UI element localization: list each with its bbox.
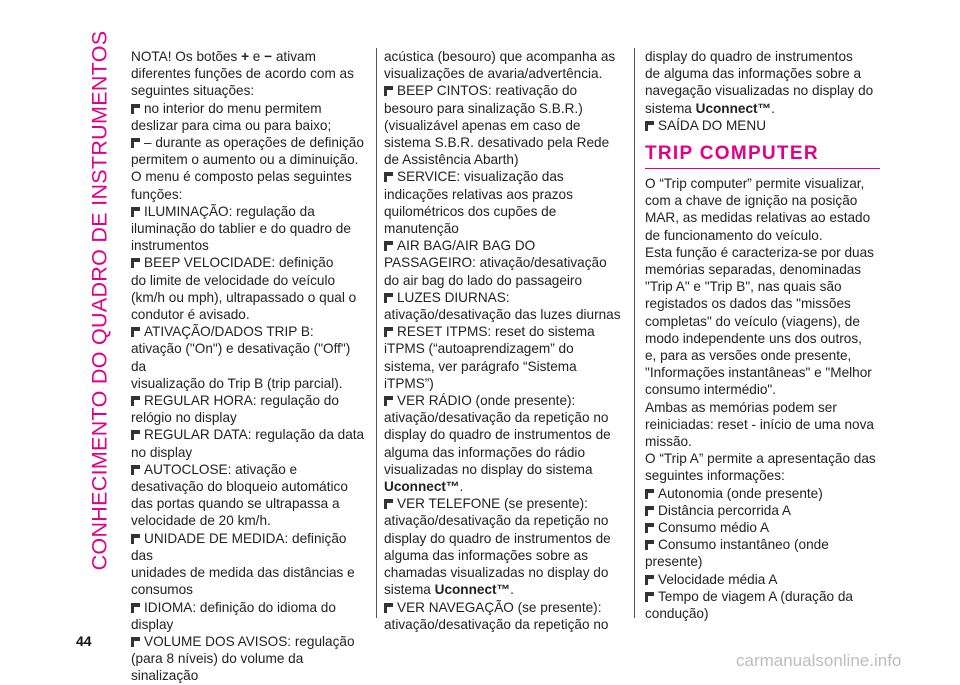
bullet-icon xyxy=(645,540,654,550)
bullet-icon xyxy=(131,207,140,217)
text-line: display do quadro de instrumentos de xyxy=(384,530,611,546)
text-line: no display xyxy=(131,444,193,460)
text-line: completas" do veículo (viagens), de xyxy=(645,313,860,329)
text-line: navegação visualizadas no display do xyxy=(645,83,874,99)
text-line: ativação/desativação da repetição no xyxy=(384,410,609,426)
bullet-icon xyxy=(131,104,140,114)
bullet-icon xyxy=(131,138,140,148)
text-line: REGULAR HORA: regulação do xyxy=(131,392,369,409)
chapter-title-text: CONHECIMENTO DO QUADRO DE INSTRUMENTOS xyxy=(87,30,112,570)
text-line: alguma das informações do rádio xyxy=(384,444,585,460)
column-1 xyxy=(131,48,369,685)
plus-button-glyph: + xyxy=(241,49,250,64)
text-line: desativação do bloqueio automático xyxy=(131,479,348,495)
text-line: com a chave de ignição na posição xyxy=(645,193,858,209)
text-line: acústica (besouro) que acompanha as xyxy=(384,49,616,64)
text-line: ativação/desativação da repetição no xyxy=(384,513,609,529)
brand-line-3: sistema Uconnect™. xyxy=(645,100,775,116)
text-line: consumo intermédio". xyxy=(645,382,777,398)
text-line: presente) xyxy=(645,554,703,570)
text-line: iTPMS”) xyxy=(384,375,434,391)
bullet-icon xyxy=(384,86,393,96)
bullet-icon xyxy=(645,121,654,131)
text-line: condutor é avisado. xyxy=(131,307,250,323)
col2-items xyxy=(384,48,622,478)
text-line: chamadas visualizadas no display do xyxy=(384,565,609,581)
text-line: deslizar para cima ou para baixo; xyxy=(131,117,332,133)
text-line: (para 8 níveis) do volume da sinalização xyxy=(131,651,304,684)
section-title-trip-computer: TRIP COMPUTER xyxy=(645,143,880,169)
bullet-icon xyxy=(131,465,140,475)
uconnect-brand: Uconnect™ xyxy=(384,479,460,495)
text-line: AUTOCLOSE: ativação e xyxy=(131,461,369,478)
col1-lines xyxy=(131,65,369,99)
text-line: relógio no display xyxy=(131,410,237,426)
text-line: LUZES DIURNAS: xyxy=(384,289,622,306)
brand-line-2: sistema Uconnect™. xyxy=(384,582,514,598)
text-line: display do quadro de instrumentos xyxy=(645,49,853,64)
text-line: VOLUME DOS AVISOS: regulação xyxy=(131,633,369,650)
bullet-icon xyxy=(645,489,654,499)
text-line: Ambas as memórias podem ser xyxy=(645,399,837,415)
text-line: reiniciadas: reset - início de uma nova xyxy=(645,416,874,432)
text-line: missão. xyxy=(645,434,692,450)
text-line: registados os dados das "missões xyxy=(645,296,851,312)
text-line: no interior do menu permitem xyxy=(131,100,369,117)
bullet-icon xyxy=(131,534,140,544)
text-line: RESET ITPMS: reset do sistema xyxy=(384,323,622,340)
text-line: unidades de medida das distâncias e xyxy=(131,565,355,581)
text-line: O menu é composto pelas seguintes xyxy=(131,169,352,185)
bullet-icon xyxy=(384,241,393,251)
bullet-icon xyxy=(384,172,393,182)
text-line: visualizadas no display do sistema xyxy=(384,461,593,477)
text-line: iluminação do tablier e do quadro de xyxy=(131,221,351,237)
text-line: besouro para sinalização S.B.R.) xyxy=(384,100,583,116)
text-line: "Informações instantâneas" e "Melhor xyxy=(645,365,872,381)
text-line: display do quadro de instrumentos de xyxy=(384,427,611,443)
text-line: Consumo instantâneo (onde xyxy=(645,536,880,553)
bullet-icon xyxy=(131,396,140,406)
text-line: (visualizável apenas em caso de xyxy=(384,117,581,133)
uconnect-brand: Uconnect™ xyxy=(695,100,772,116)
text-line: VER NAVEGAÇÃO (se presente): xyxy=(384,599,622,616)
bullet-icon xyxy=(384,499,393,509)
text-line: alguma das informações sobre as xyxy=(384,547,589,563)
column-2 xyxy=(384,48,622,633)
text-line: Consumo médio A xyxy=(645,519,880,536)
text-line: e, para as versões onde presente, xyxy=(645,348,852,364)
text-line: consumos xyxy=(131,582,193,598)
text-line: Tempo de viagem A (duração da xyxy=(645,588,880,605)
text-line: SERVICE: visualização das xyxy=(384,168,622,185)
note-line: NOTA! Os botões + e − ativam xyxy=(131,49,316,64)
bullet-icon xyxy=(645,506,654,516)
bullet-icon xyxy=(384,327,393,337)
text-line: Velocidade média A xyxy=(645,571,880,588)
uconnect-brand: Uconnect™ xyxy=(434,582,511,598)
text-line: sistema S.B.R. desativado pela Rede xyxy=(384,135,610,151)
text-line: manutenção xyxy=(384,221,459,237)
text-line: Esta função é caracteriza-se por duas xyxy=(645,244,874,260)
bullet-icon xyxy=(384,603,393,613)
text-line: PASSAGEIRO: ativação/desativação xyxy=(384,255,607,271)
brand-line-1: Uconnect™. xyxy=(384,479,464,495)
bullet-icon xyxy=(131,603,140,613)
bullet-icon xyxy=(131,327,140,337)
bullet-icon xyxy=(645,575,654,585)
text-line: "Trip A" e "Trip B", nas quais são xyxy=(645,279,842,295)
col2-items2 xyxy=(384,495,622,581)
text-line: IDIOMA: definição do idioma do xyxy=(131,599,369,616)
text-line: ATIVAÇÃO/DADOS TRIP B: xyxy=(131,323,369,340)
text-line: BEEP CINTOS: reativação do xyxy=(384,82,622,99)
text-line: do limite de velocidade do veículo xyxy=(131,272,336,288)
text-line: (km/h ou mph), ultrapassado o qual o xyxy=(131,289,357,305)
chapter-side-title xyxy=(80,30,120,570)
bullet-icon xyxy=(384,293,393,303)
text-line: VER RÁDIO (onde presente): xyxy=(384,392,622,409)
text-line: diferentes funções de acordo com as xyxy=(131,66,354,82)
text-line: AIR BAG/AIR BAG DO xyxy=(384,237,622,254)
bullet-icon xyxy=(131,258,140,268)
text-line: velocidade de 20 km/h. xyxy=(131,513,271,529)
text-line: de alguma das informações sobre a xyxy=(645,66,862,82)
text-line: das portas quando se ultrapassa a xyxy=(131,496,340,512)
text-line: REGULAR DATA: regulação da data xyxy=(131,426,369,443)
bullet-icon xyxy=(645,592,654,602)
text-line: de funcionamento do veículo. xyxy=(645,227,823,243)
text-line: O “Trip A” permite a apresentação das xyxy=(645,451,876,467)
text-line: quilométricos dos cupões de xyxy=(384,203,557,219)
text-line: condução) xyxy=(645,606,709,622)
text-line: ILUMINAÇÃO: regulação da xyxy=(131,203,369,220)
col3-items xyxy=(645,48,880,100)
col1-items xyxy=(131,100,369,685)
text-line: BEEP VELOCIDADE: definição xyxy=(131,254,369,271)
text-line: modo independente uns dos outros, xyxy=(645,330,862,346)
minus-button-glyph: − xyxy=(264,49,273,64)
text-line: do air bag do lado do passageiro xyxy=(384,272,583,288)
text-line: instrumentos xyxy=(131,238,209,254)
text-line: display xyxy=(131,616,174,632)
text-line: funções: xyxy=(131,186,183,202)
watermark: carmanualsonline.info xyxy=(736,651,902,670)
text-line: seguintes informações: xyxy=(645,468,785,484)
text-line: iTPMS (“autoaprendizagem” do xyxy=(384,341,574,357)
text-line: ativação ("On") e desativação ("Off") da xyxy=(131,341,351,374)
text-line: memórias separadas, denominadas xyxy=(645,262,862,278)
bullet-icon xyxy=(384,396,393,406)
bullet-icon xyxy=(131,637,140,647)
page-number: 44 xyxy=(76,633,92,649)
text-line: de Assistência Abarth) xyxy=(384,152,519,168)
column-divider-2 xyxy=(634,48,635,618)
text-line: UNIDADE DE MEDIDA: definição das xyxy=(131,530,347,563)
bullet-icon xyxy=(131,430,140,440)
text-line: ativação/desativação das luzes diurnas xyxy=(384,307,621,323)
col3-items2 xyxy=(645,175,880,622)
text-line: VER TELEFONE (se presente): xyxy=(384,495,622,512)
text-line: O “Trip computer” permite visualizar, xyxy=(645,176,865,192)
text-line: Autonomia (onde presente) xyxy=(645,485,880,502)
bullet-icon xyxy=(645,523,654,533)
text-line: visualizações de avaria/advertência. xyxy=(384,66,603,82)
menu-item-saida: SAÍDA DO MENU xyxy=(645,117,880,134)
text-line: visualização do Trip B (trip parcial). xyxy=(131,375,343,391)
text-line: seguintes situações: xyxy=(131,83,255,99)
text-line: indicações relativas aos prazos xyxy=(384,186,573,202)
text-line: Distância percorrida A xyxy=(645,502,880,519)
text-line: permitem o aumento ou a diminuição. xyxy=(131,152,359,168)
column-3 xyxy=(645,48,880,622)
text-line: – durante as operações de definição xyxy=(131,134,369,151)
col2-items3 xyxy=(384,599,622,633)
text-line: sistema, ver parágrafo “Sistema xyxy=(384,358,577,374)
text-line: ativação/desativação da repetição no xyxy=(384,616,609,632)
text-line: MAR, as medidas relativas ao estado xyxy=(645,210,871,226)
column-divider-1 xyxy=(376,48,377,618)
